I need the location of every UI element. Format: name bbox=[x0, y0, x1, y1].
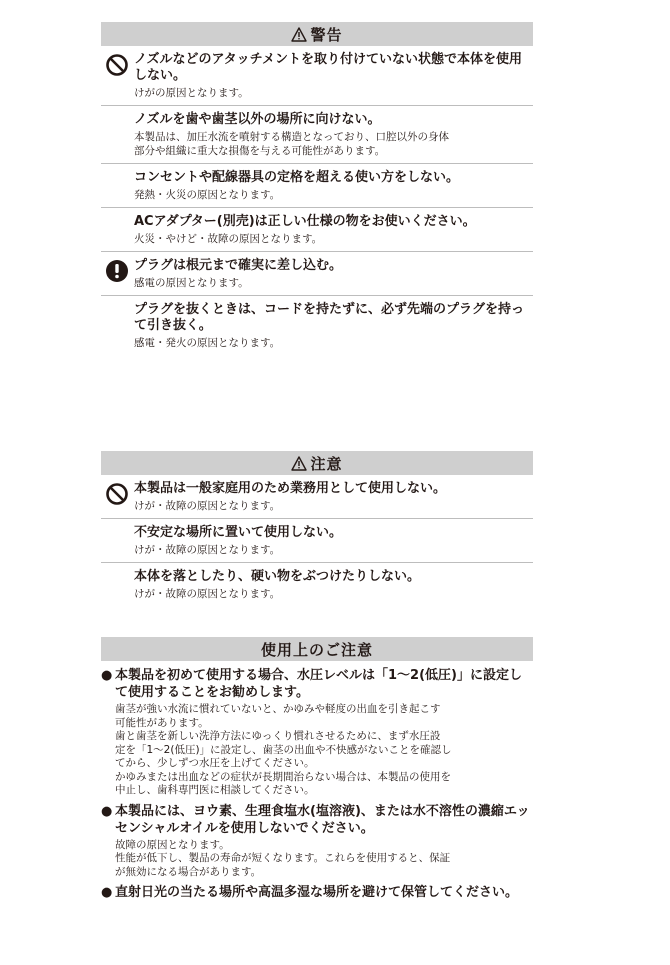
note-desc: 歯茎が強い水流に慣れていないと、かゆみや軽度の出血を引き起こす 可能性があります。 歯と歯茎を新しい洗浄方法にゆっくり慣れさせるために、まず水圧設 定を「1〜2(低圧)」に設定し、歯茎の出血や不快感がないことを確認し てから、少しずつ水圧を上げてください。 かゆみまたは出血などの症状が長期間治らない場合は、本製品の使用を 中止し、歯科専門医に相談してください。 bbox=[115, 703, 452, 796]
bullet-icon: ● bbox=[101, 668, 113, 683]
item-desc: けが・故障の原因となります。 bbox=[134, 500, 281, 512]
item-title: プラグは根元まで確実に差し込む。 bbox=[134, 258, 343, 273]
item-desc: 感電の原因となります。 bbox=[134, 277, 249, 289]
bullet-icon: ● bbox=[101, 885, 113, 900]
warning-item bbox=[101, 106, 533, 164]
warning-section bbox=[101, 22, 533, 355]
warning-item bbox=[101, 208, 533, 252]
note-desc: 故障の原因となります。 性能が低下し、製品の寿命が短くなります。これらを使用すると、保証 が無効になる場合があります。 bbox=[115, 838, 451, 878]
item-title: 本製品は一般家庭用のため業務用として使用しない。 bbox=[134, 481, 447, 496]
usage-note bbox=[101, 664, 533, 800]
usage-section bbox=[101, 637, 533, 903]
warning-item bbox=[101, 164, 533, 208]
item-desc: 火災・やけど・故障の原因となります。 bbox=[134, 233, 323, 245]
item-desc: 発熱・火災の原因となります。 bbox=[134, 189, 281, 201]
warning-header bbox=[101, 22, 533, 46]
caution-section bbox=[101, 451, 533, 606]
caution-item bbox=[101, 563, 533, 606]
item-title: ノズルなどのアタッチメントを取り付けていない状態で本体を使用しない。 bbox=[134, 52, 523, 83]
warning-triangle-icon bbox=[291, 27, 307, 42]
warning-title: 警告 bbox=[310, 25, 343, 44]
item-title: コンセントや配線器具の定格を超える使い方をしない。 bbox=[134, 170, 460, 185]
item-desc: 感電・発火の原因となります。 bbox=[134, 337, 281, 349]
caution-item bbox=[101, 519, 533, 563]
item-desc: けがの原因となります。 bbox=[134, 87, 249, 99]
usage-title: 使用上のご注意 bbox=[260, 640, 373, 659]
caution-item bbox=[101, 475, 533, 519]
item-title: 本体を落としたり、硬い物をぶつけたりしない。 bbox=[134, 569, 421, 584]
caution-title: 注意 bbox=[310, 454, 343, 473]
item-title: ACアダプター(別売)は正しい仕様の物をお使いください。 bbox=[134, 214, 476, 229]
item-title: プラグを抜くときは、コードを持たずに、必ず先端のプラグを持って引き抜く。 bbox=[134, 302, 525, 333]
warning-item bbox=[101, 46, 533, 106]
warning-item bbox=[101, 296, 533, 355]
note-title: 直射日光の当たる場所や高温多湿な場所を避けて保管してください。 bbox=[115, 885, 519, 900]
warning-triangle-icon bbox=[291, 456, 307, 471]
prohibited-icon bbox=[105, 482, 129, 506]
note-title: 本製品には、ヨウ素、生理食塩水(塩溶液)、または水不溶性の濃縮エッセンシャルオイルを使用しないでください。 bbox=[115, 803, 530, 836]
item-title: ノズルを歯や歯茎以外の場所に向けない。 bbox=[134, 112, 381, 127]
item-title: 不安定な場所に置いて使用しない。 bbox=[134, 525, 343, 540]
usage-note bbox=[101, 800, 533, 882]
item-desc: 本製品は、加圧水流を噴射する構造となっており、口腔以外の身体 部分や組織に重大な損傷を与える可能性があります。 bbox=[134, 131, 449, 157]
item-desc: けが・故障の原因となります。 bbox=[134, 588, 281, 600]
prohibited-icon bbox=[105, 53, 129, 77]
note-title: 本製品を初めて使用する場合、水圧レベルは「1〜2(低圧)」に設定して使用することをお勧めします。 bbox=[115, 668, 522, 700]
usage-note bbox=[101, 881, 533, 903]
warning-item bbox=[101, 252, 533, 296]
item-desc: けが・故障の原因となります。 bbox=[134, 544, 281, 556]
mandatory-icon bbox=[105, 259, 129, 283]
bullet-icon: ● bbox=[101, 803, 113, 819]
usage-header bbox=[101, 637, 533, 661]
caution-header bbox=[101, 451, 533, 475]
